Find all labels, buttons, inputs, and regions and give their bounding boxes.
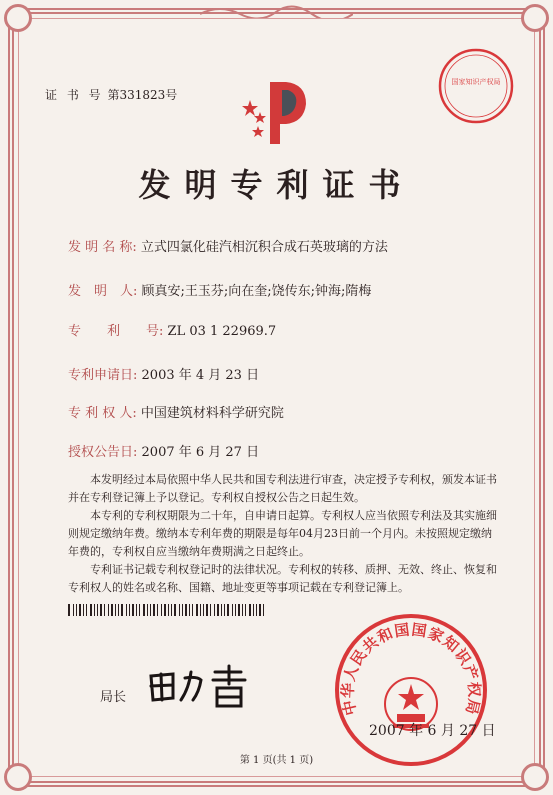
barcode-bar [118,604,119,616]
page-number: 第 1 页(共 1 页) [239,755,314,766]
barcode-bar [143,604,145,616]
barcode-bar [171,604,172,616]
certificate-number-value: 第331823号 [107,88,178,102]
top-ornament [200,4,353,18]
barcode-bar [256,604,257,616]
bureau-director-title: 局长 [100,690,127,705]
barcode-bar [139,604,140,616]
barcode-bar [121,604,123,616]
invention-name-label: 发 明 名 称: [68,240,137,255]
patent-office-logo-icon [236,70,316,150]
barcode-bar [196,604,198,616]
barcode-bar [161,604,162,616]
barcode-bar [206,604,208,616]
barcode-bar [192,604,193,616]
inventor-label: 发 明 人: [68,284,138,299]
barcode-bar [242,604,243,616]
small-seal [436,46,516,126]
grant-date-value: 2007 年 6 月 27 日 [141,445,260,460]
barcode-bar [153,604,155,616]
barcode-bar [189,604,190,616]
barcode-bar [86,604,87,616]
barcode-bar [232,604,233,616]
barcode-bar [79,604,81,616]
patentee-value: 中国建筑材料科学研究院 [140,406,284,421]
barcode-bar [90,604,92,616]
official-seal-text: 中华人民共和国国家知识产权局 [338,620,484,718]
body-paragraph: 本专利的专利权期限为二十年，自申请日起算。专利权人应当依照专利法及其实施细则规定缴纳年费。缴纳本专利年费的期限是每年04月23日前一个月内。未按照规定缴纳年费的，专利权自应当缴纳年费期满之日起终止。 [68,509,497,558]
barcode-bar [249,604,251,616]
barcode-bar [238,604,240,616]
barcode-bar [217,604,219,616]
barcode-bar [263,604,264,616]
barcode-bar [203,604,204,616]
grant-date-label: 授权公告日: [68,445,138,460]
barcode-bar [115,604,116,616]
corner-ornament [521,763,549,791]
filing-date-value: 2003 年 4 月 23 日 [141,368,260,383]
barcode-bar [68,604,70,616]
certificate-body [68,471,498,597]
barcode-bar [73,604,74,616]
patentee-row [68,402,284,421]
corner-ornament [521,4,549,32]
document-title: 发明专利证书 [138,166,415,204]
barcode-bar [235,604,236,616]
barcode-bar [83,604,84,616]
filing-date-label: 专利申请日: [68,368,138,383]
patent-number-row [68,320,276,339]
invention-name-value: 立式四氯化硅汽相沉积合成石英玻璃的方法 [140,240,388,255]
barcode-bar [157,604,158,616]
grant-date-row [68,441,259,460]
official-seal [333,612,489,768]
barcode-bar [132,604,134,616]
corner-ornament [4,4,32,32]
barcode-bar [147,604,148,616]
patentee-label: 专 利 权 人: [68,406,137,421]
barcode-bar [97,604,98,616]
small-seal-text: 国家知识产权局 [451,78,501,86]
certificate-number-label: 证 书 号 [45,88,104,102]
barcode-bar [182,604,183,616]
barcode-bar [104,604,105,616]
corner-ornament [4,763,32,791]
body-paragraph: 本发明经过本局依照中华人民共和国专利法进行审查，决定授予专利权，颁发本证书并在专利登记簿上予以登记。专利权自授权公告之日起生效。 [68,473,497,504]
barcode-bar [108,604,109,616]
barcode-bar [210,604,211,616]
barcode-bar [227,604,229,616]
barcode-bar [259,604,261,616]
barcode-bar [136,604,137,616]
body-paragraph: 专利证书记载专利权登记时的法律状况。专利权的转移、质押、无效、终止、恢复和专利权人的姓名或名称、国籍、地址变更等事项记载在专利登记簿上。 [68,563,497,594]
barcode-bar [174,604,176,616]
patent-number-value: ZL 03 1 22969.7 [167,324,277,339]
barcode-bar [126,604,127,616]
barcode-bar [129,604,130,616]
barcode [68,604,268,616]
inventor-value: 顾真安;王玉芬;向在奎;饶传东;钟海;隋梅 [141,284,372,299]
barcode-bar [214,604,215,616]
barcode-bar [150,604,151,616]
barcode-bar [221,604,222,616]
issue-date: 2007 年 6 月 27 日 [369,723,496,739]
barcode-bar [245,604,246,616]
barcode-bar [111,604,113,616]
barcode-bar [179,604,180,616]
barcode-bar [94,604,95,616]
barcode-bar [185,604,187,616]
certificate-number [45,86,177,103]
barcode-bar [76,604,77,616]
director-signature [143,660,255,712]
barcode-bar [168,604,169,616]
barcode-bar [100,604,102,616]
barcode-bar [224,604,225,616]
barcode-bar [200,604,201,616]
barcode-bar [164,604,166,616]
inventor-row [68,280,371,299]
barcode-bar [253,604,254,616]
invention-name-row [68,236,388,255]
filing-date-row [68,364,259,383]
patent-number-label: 专 利 号: [68,324,164,339]
